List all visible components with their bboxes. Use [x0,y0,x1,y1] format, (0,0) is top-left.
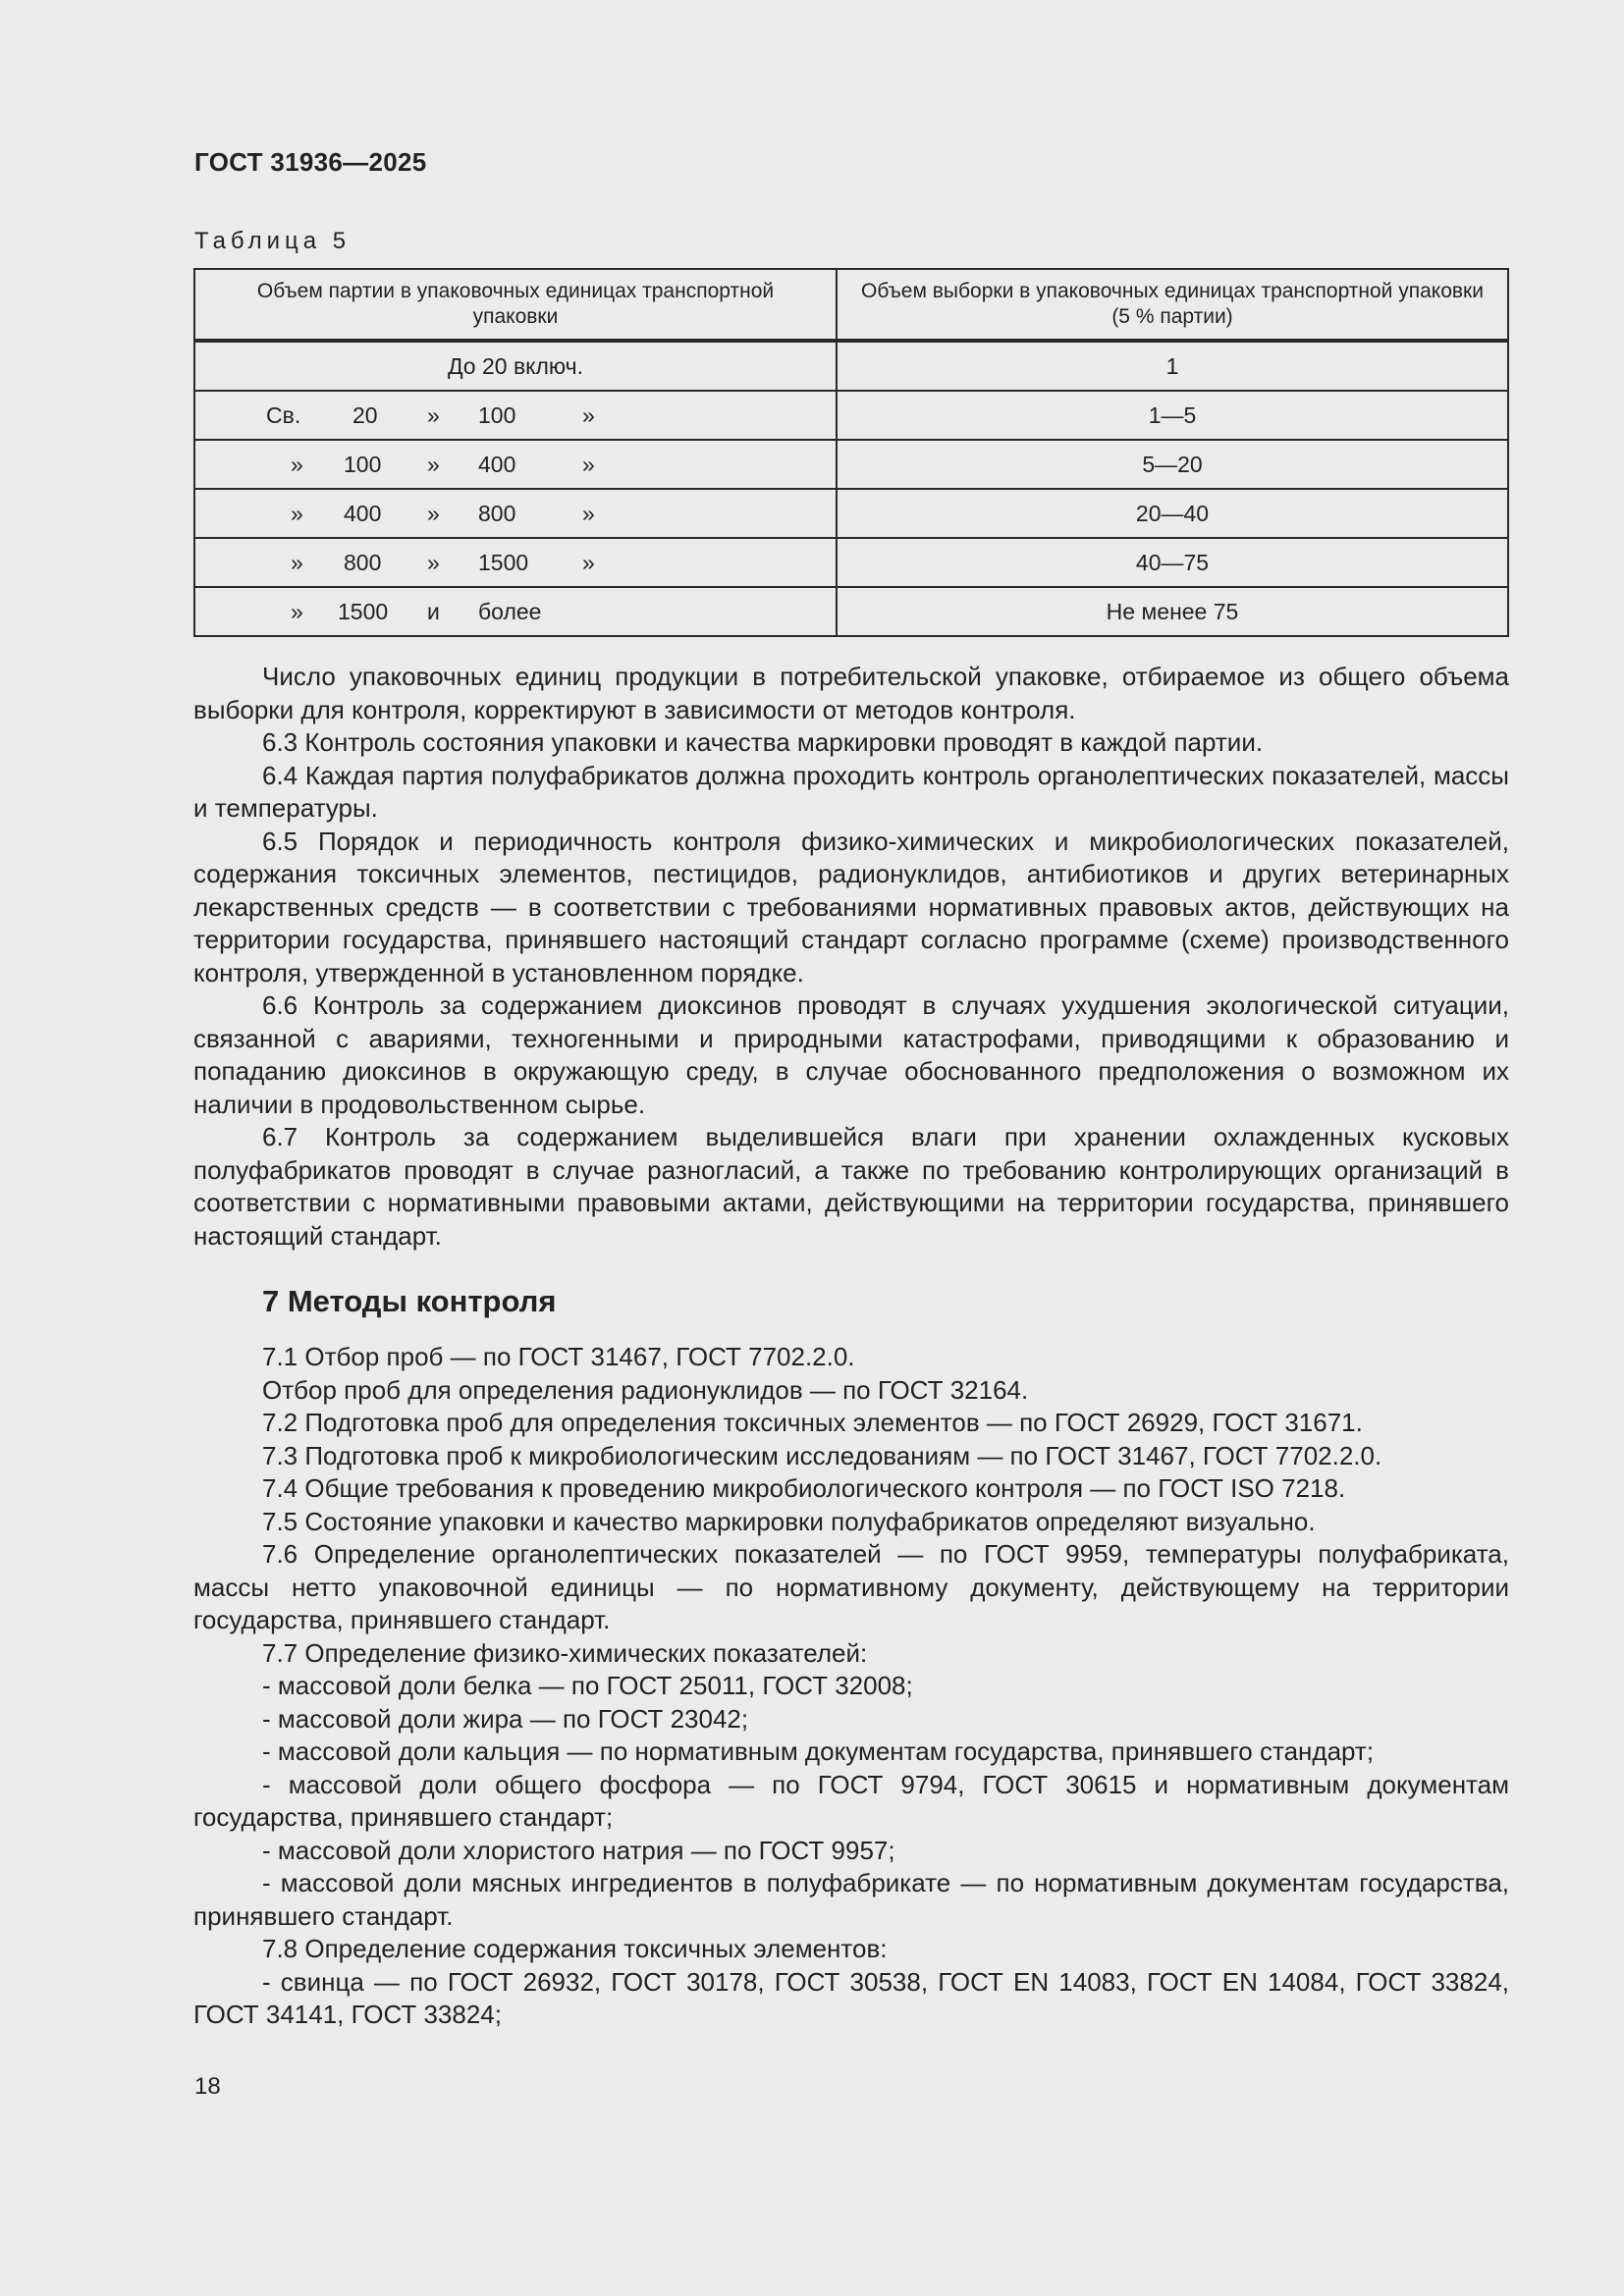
range-to: более [478,599,542,624]
table-cell-lot [194,587,837,636]
paragraph-6-7: 6.7 Контроль за содержанием выделившейся влаги при хранении охлажденных кусковых полуфабрикатов проводят в случае разногласий, а также по требованию контролирующих организаций в соответствии с нормативными правовыми актами, действующими на территории государства, принявшего настоящий стандарт. [193,1122,1509,1251]
table-cell-sample: 1—5 [837,391,1508,440]
item-7-8: 7.8 Определение содержания токсичных элементов: [262,1934,888,1963]
item-7-1: 7.1 Отбор проб — по ГОСТ 31467, ГОСТ 7702.2.0. [262,1342,855,1371]
table-row [194,391,1508,440]
range-mark: » [582,550,595,575]
list-item: - массовой доли общего фосфора — по ГОСТ 9794, ГОСТ 30615 и нормативным документам государства, принявшего стандарт; [193,1769,1509,1832]
item-7-4: 7.4 Общие требования к проведению микробиологического контроля — по ГОСТ ISO 7218. [262,1473,1346,1503]
table-cell-lot [194,391,837,440]
list-item: - массовой доли хлористого натрия — по ГОСТ 9957; [262,1835,895,1865]
range-prefix: » [291,501,303,526]
page-number: 18 [194,2073,221,2100]
range-from: 1500 [338,599,389,624]
item-7-1-note: Отбор проб для определения радионуклидов — по ГОСТ 32164. [262,1374,1029,1405]
range-mark: и [427,599,440,624]
table-header-sample-size: Объем выборки в упаковочных единицах транспортной упаковки (5 % партии) [837,269,1508,341]
item-7-3: 7.3 Подготовка проб к микробиологическим исследованиям — по ГОСТ 31467, ГОСТ 7702.2.0. [262,1440,1382,1470]
range-to: 800 [478,501,516,526]
range-mark: » [427,402,440,428]
table-row [194,341,1508,391]
paragraph-6-4: 6.4 Каждая партия полуфабрикатов должна проходить контроль органолептических показателей, массы и температуры. [193,760,1509,823]
table-cell-sample: 20—40 [837,489,1508,538]
table-cell-sample: 1 [837,341,1508,391]
range-mark: » [427,452,440,477]
range-to: 400 [478,452,516,477]
range-mark: » [427,501,440,526]
range-from: 20 [352,402,378,428]
paragraph: Число упаковочных единиц продукции в потребительской упаковке, отбираемое из общего объема выборки для контроля, корректируют в зависимости от методов контроля. [193,662,1509,724]
range-prefix: » [291,452,303,477]
table-row [194,538,1508,587]
item-7-7: 7.7 Определение физико-химических показателей: [262,1637,868,1668]
range-to: 100 [478,402,516,428]
item-7-2: 7.2 Подготовка проб для определения токсичных элементов — по ГОСТ 26929, ГОСТ 31671. [262,1408,1363,1437]
paragraph-6-5: 6.5 Порядок и периодичность контроля физико-химических и микробиологических показателей, содержания токсичных элементов, пестицидов, радионуклидов, антибиотиков и других ветеринарных лекарственных средств — в соответствии с требованиями нормативных правовых актов, действующих на территории государства, принявшего настоящий стандарт согласно программе (схеме) производственного контроля, утвержденной в установленном порядке. [193,826,1509,988]
table-cell-lot [194,489,837,538]
paragraph-6-6: 6.6 Контроль за содержанием диоксинов проводят в случаях ухудшения экологической ситуации, связанной с авариями, техногенными и природными катастрофами, приводящими к образованию и попаданию диоксинов в окружающую среду, в случае обоснованного предположения о возможном их наличии в продовольственном сырье. [193,990,1509,1119]
table-header-lot-size: Объем партии в упаковочных единицах транспортной упаковки [194,269,837,341]
list-item: - массовой доли кальция — по нормативным документам государства, принявшего стандарт; [262,1736,1375,1766]
range-mark: » [582,452,595,477]
list-item: - массовой доли мясных ингредиентов в полуфабрикате — по нормативным документам государства, принявшего стандарт. [193,1868,1509,1931]
range-from: 800 [344,550,382,575]
list-item: - свинца — по ГОСТ 26932, ГОСТ 30178, ГОСТ 30538, ГОСТ EN 14083, ГОСТ EN 14084, ГОСТ 33824, ГОСТ 34141, ГОСТ 33824; [193,1966,1509,2029]
table-cell-lot: До 20 включ. [194,341,837,391]
table-row [194,440,1508,489]
table-cell-sample: 40—75 [837,538,1508,587]
table-cell-lot [194,538,837,587]
range-to: 1500 [478,550,529,575]
item-7-5: 7.5 Состояние упаковки и качество маркировки полуфабрикатов определяют визуально. [262,1506,1316,1536]
section-heading: 7 Методы контроля [262,1284,557,1318]
table-cell-sample: Не менее 75 [837,587,1508,636]
table-row [194,489,1508,538]
range-from: 100 [344,452,382,477]
paragraph-6-3: 6.3 Контроль состояния упаковки и качества маркировки проводят в каждой партии. [262,727,1264,757]
range-prefix: » [291,599,303,624]
range-mark: » [582,501,595,526]
table-title: Таблица 5 [194,228,352,254]
document-header: ГОСТ 31936—2025 [194,147,427,177]
range-prefix: Св. [266,402,301,428]
table-cell-lot [194,440,837,489]
range-from: 400 [344,501,382,526]
list-item: - массовой доли белка — по ГОСТ 25011, ГОСТ 32008; [262,1671,913,1700]
range-prefix: » [291,550,303,575]
body-text [193,661,1509,2032]
range-mark: » [427,550,440,575]
range-mark: » [582,402,595,428]
sampling-table [193,268,1509,637]
list-item: - массовой доли жира — по ГОСТ 23042; [262,1703,749,1734]
table-cell-sample: 5—20 [837,440,1508,489]
item-7-6: 7.6 Определение органолептических показателей — по ГОСТ 9959, температуры полуфабриката, массы нетто упаковочной единицы — по нормативному документу, действующему на территории государства, принявшего стандарт. [193,1539,1509,1634]
table-row [194,587,1508,636]
